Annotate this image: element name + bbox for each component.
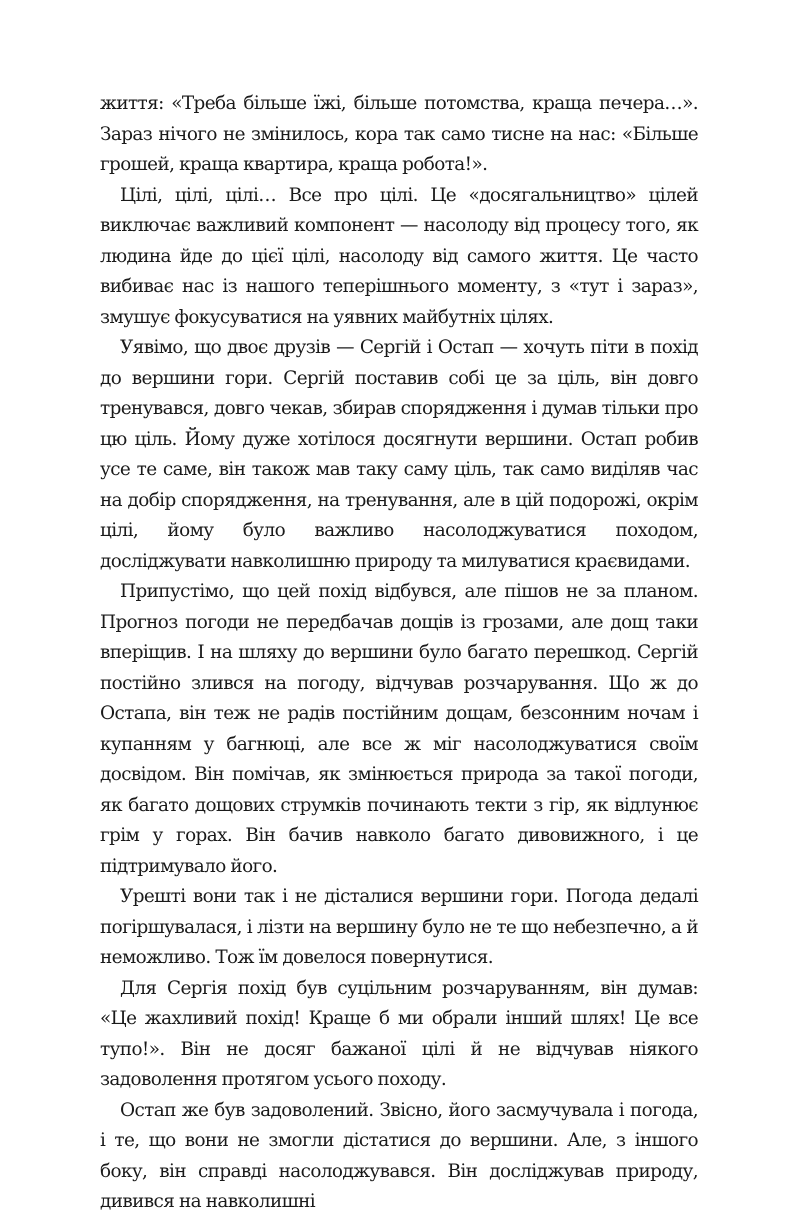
paragraph-ostap: Остап же був задоволений. Звісно, його засмучувала і погода, і те, що вони не змогли дістатися до вершини. Але, з іншого боку, він справді насолоджувався. Він досліджував природу, дивився на навколишні xyxy=(100,1099,698,1212)
paragraph-weather: Припустімо, що цей похід відбувся, але пішов не за планом. Прогноз погоди не передбачав дощів із грозами, але дощ таки вперіщив. І на шляху до вершини було багато перешкод. Сергій постійно злився на погоду, відчував розчарування. Що ж до Остапа, він теж не радів постійним дощам, безсонним ночам і купанням у багнюці, але все ж міг насолоджуватися своїм досвідом. Він помічав, як змінюється природа за такої погоди, як багато дощових струмків починають текти з гір, як відлунює грім у горах. Він бачив навколо багато дивовижного, і це підтримувало його. xyxy=(100,581,698,877)
paragraph-continuation: життя: «Треба більше їжі, більше потомства, краща печера…». Зараз нічого не змінилось, кора так само тисне на нас: «Більше грошей, краща квартира, краща робота!». xyxy=(100,93,698,175)
paragraph-friends-hike: Уявімо, що двоє друзів — Сергій і Остап — хочуть піти в похід до вершини гори. Сергій поставив собі це за ціль, він довго тренувався, довго чекав, збирав спорядження і думав тільки про цю ціль. Йому дуже хотілося досягнути вершини. Остап робив усе те саме, він також мав таку саму ціль, так само виділяв час на добір спорядження, на тренування, але в цій подорожі, окрім цілі, йому було важливо насолоджуватися походом, досліджувати навколишню природу та милуватися краєвидами. xyxy=(100,337,698,572)
paragraph-serhii: Для Сергія похід був суцільним розчаруванням, він думав: «Це жахливий похід! Краще б ми обрали інший шлях! Це все тупо!». Він не досяг бажаної цілі й не відчував ніякого задоволення протягом усього походу. xyxy=(100,977,698,1090)
paragraph-turn-back: Урешті вони так і не дісталися вершини гори. Погода дедалі погіршувалася, і лізти на вершину було не те що небезпечно, а й неможливо. Тож їм довелося повернутися. xyxy=(100,886,698,968)
body-text xyxy=(100,89,698,1218)
paragraph-goals: Цілі, цілі, цілі… Все про цілі. Це «досягальництво» цілей виключає важливий компонент — насолоду від процесу того, як людина йде до цієї цілі, насолоду від самого життя. Це часто вибиває нас із нашого теперішнього моменту, з «тут і зараз», змушує фокусуватися на уявних майбутніх цілях. xyxy=(100,184,698,328)
